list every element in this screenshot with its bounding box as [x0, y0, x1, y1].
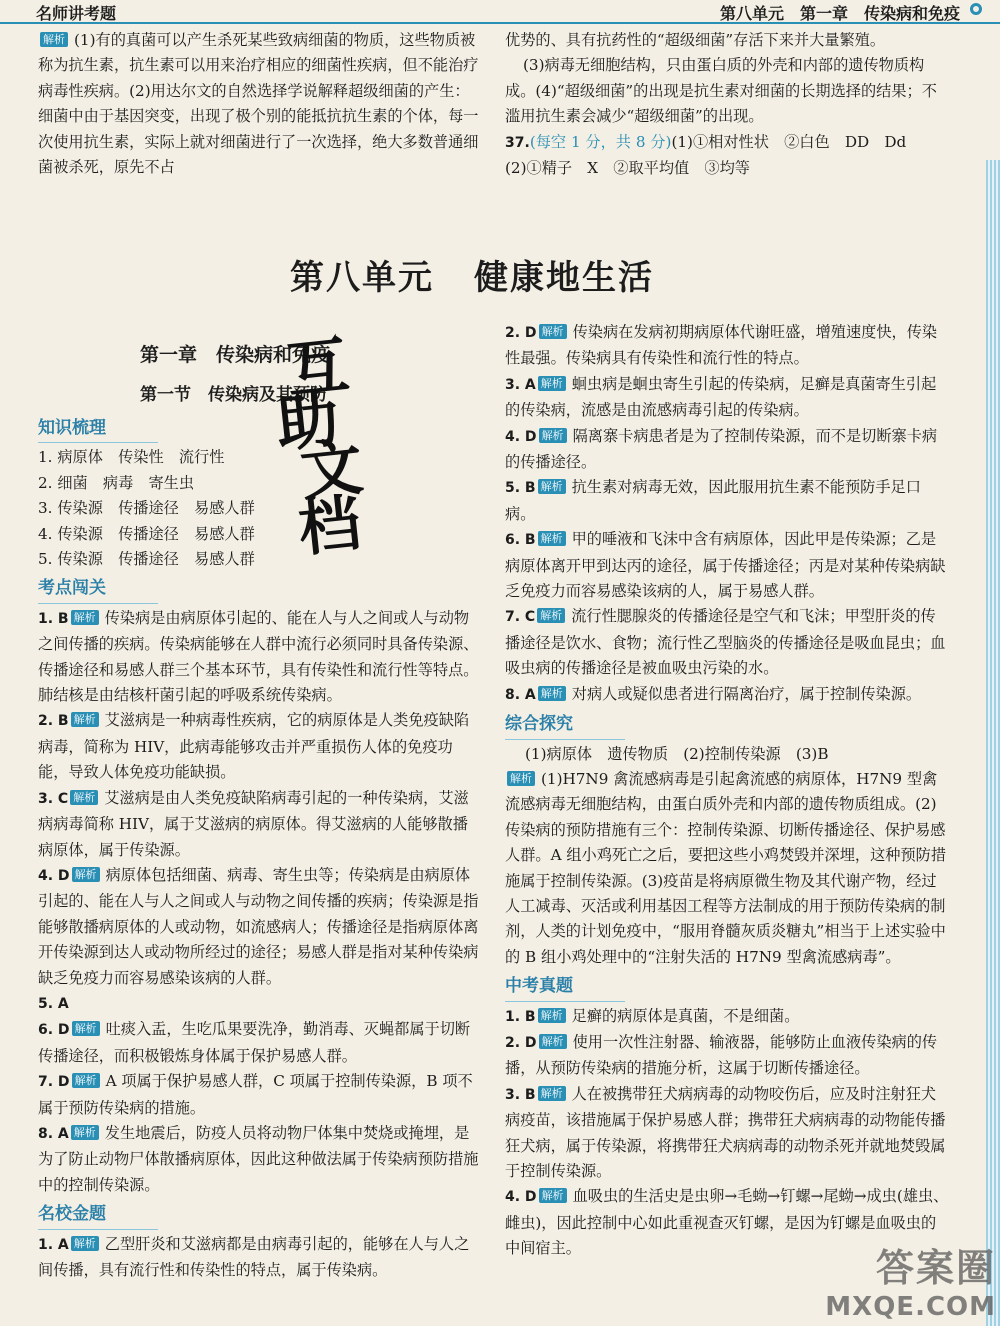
list-item: 1. 病原体 传染性 流行性	[38, 448, 225, 467]
top-right-block	[505, 28, 950, 181]
analysis-tag: 解析	[72, 1021, 100, 1036]
analysis-tag: 解析	[71, 610, 99, 625]
left-column	[38, 412, 480, 1283]
q37-answer: (1)①相对性状 ②白色 DD Dd (2)①精子 X ②取平均值 ③均等	[505, 132, 922, 178]
answer-number: 3. A	[505, 376, 536, 393]
analysis-text: 隔离寨卡病患者是为了控制传染源，而不是切断寨卡病的传播途径。	[505, 426, 938, 472]
header-right: 第八单元 第一章 传染病和免疫	[719, 4, 960, 23]
analysis-text: 病原体包括细菌、病毒、寄生虫等；传染病是由病原体引起的、能在人与人之间或人与动物之间传播的疾病；传染源是指能够散播病原体的人或动物，如流感病人；传播途径是指病原体离开传染源到达人或动物所经过的途径；易感人群是指对某种传染病缺乏免疫力而容易感染该病的人群。	[38, 865, 479, 987]
answer-number: 1. A	[38, 1236, 69, 1253]
answer-number: 7. C	[505, 609, 536, 626]
analysis-text: 乙型肝炎和艾滋病都是由病毒引起的，能够在人与人之间传播，具有流行性和传染性的特点，属于传染病。	[38, 1234, 470, 1279]
analysis-text: 传染病在发病初期病原体代谢旺盛，增殖速度快，传染性最强。传染病具有传染性和流行性的特点。	[505, 323, 938, 368]
answer-item	[38, 1232, 480, 1284]
answer-number: 5. B	[505, 480, 536, 497]
list-item: 2. 细菌 病毒 寄生虫	[38, 473, 195, 492]
analysis-text: 血吸虫的生活史是虫卵→毛蚴→钉螺→尾蚴→成虫(雄虫、雌虫)，因此控制中心如此重视查灭钉螺，是因为钉螺是血吸虫的中间宿主。	[505, 1187, 949, 1258]
list-item: 5. 传染源 传播途径 易感人群	[38, 550, 255, 569]
answer-item	[38, 786, 480, 863]
watermark-line-1: 答案圈	[875, 1246, 996, 1290]
handwriting-char-2: 助	[272, 381, 343, 462]
answer-number: 1. B	[38, 610, 69, 627]
analysis-tag: 解析	[507, 771, 535, 786]
answer-number: 6. B	[505, 532, 536, 549]
answer-item	[505, 372, 950, 424]
answer-item	[505, 604, 950, 681]
analysis-tag: 解析	[538, 1086, 566, 1101]
answer-number: 4. D	[505, 428, 537, 445]
analysis-tag: 解析	[538, 686, 566, 701]
answer-number: 7. D	[38, 1074, 70, 1091]
answer-number: 8. A	[38, 1125, 69, 1142]
answer-number: 5. A	[38, 995, 69, 1012]
list-item: 4. 传染源 传播途径 易感人群	[38, 524, 255, 543]
continued-text-2: (3)病毒无细胞结构，只由蛋白质的外壳和内部的遗传物质构成。(4)“超级细菌”的出现是抗生素对细菌的长期选择的结果；不滥用抗生素会减少“超级细菌”的出现。	[505, 56, 937, 126]
q37-score: (每空 1 分，共 8 分)	[529, 132, 672, 151]
analysis-tag: 解析	[537, 608, 565, 623]
analysis-text: A 项属于保护易感人群，C 项属于控制传染源，B 项不属于预防传染病的措施。	[38, 1072, 473, 1117]
integrated-answer: (1)病原体 遗传物质 (2)控制传染源 (3)B	[525, 744, 829, 763]
analysis-tag: 解析	[539, 428, 567, 443]
analysis-tag: 解析	[538, 1008, 566, 1023]
analysis-tag: 解析	[71, 712, 99, 727]
question-37	[505, 130, 950, 182]
section-knowledge: 知识梳理	[38, 416, 158, 443]
answer-item	[38, 606, 480, 709]
analysis-tag: 解析	[539, 1188, 567, 1203]
analysis-tag: 解析	[538, 531, 566, 546]
analysis-tag: 解析	[72, 1073, 100, 1088]
answer-item	[38, 708, 480, 785]
page-header	[0, 0, 1000, 24]
answer-number: 3. C	[38, 790, 69, 807]
analysis-text: 艾滋病是由人类免疫缺陷病毒引起的一种传染病，艾滋病病毒简称 HIV，属于艾滋病的病原体。得艾滋病的人能够散播病原体，属于传染源。	[38, 788, 469, 859]
analysis-tag: 解析	[71, 1125, 99, 1140]
analysis-text: 对病人或疑似患者进行隔离治疗，属于控制传染源。	[571, 684, 922, 703]
continued-text: 优势的、具有抗药性的“超级细菌”存活下来并大量繁殖。	[505, 31, 886, 49]
page-edge-decoration	[986, 160, 1000, 1326]
answer-item	[505, 1082, 950, 1185]
section-integrated: 综合探究	[505, 712, 625, 739]
analysis-text: 流行性腮腺炎的传播途径是空气和飞沫；甲型肝炎的传播途径是饮水、食物；流行性乙型脑炎的传播途径是吸血昆虫；血吸虫病的传播途径是被血吸虫污染的水。	[505, 607, 946, 678]
answer-number: 2. D	[505, 325, 537, 341]
answer-number: 3. B	[505, 1086, 536, 1103]
knowledge-list	[38, 445, 480, 572]
section-exam: 中考真题	[505, 974, 625, 1001]
answer-number: 2. B	[38, 713, 69, 730]
chapter-title: 第一章 传染病和免疫	[140, 344, 331, 366]
unit-title	[290, 250, 654, 299]
answer-number: 4. D	[505, 1189, 537, 1206]
answer-item	[505, 682, 950, 708]
integrated-analysis	[505, 767, 950, 970]
answer-item	[38, 1069, 480, 1121]
analysis-tag: 解析	[539, 1034, 567, 1049]
answer-item	[505, 475, 950, 527]
list-item: 3. 传染源 传播途径 易感人群	[38, 499, 255, 518]
unit-title-a: 第八单元	[290, 258, 434, 298]
handwriting-char-1: 互	[282, 327, 353, 408]
answer-number: 1. B	[505, 1008, 536, 1025]
handwriting-char-3: 文	[296, 429, 367, 510]
answer-item	[505, 1030, 950, 1082]
analysis-text: 足癣的病原体是真菌，不是细菌。	[571, 1006, 800, 1025]
analysis-text: 人在被携带狂犬病病毒的动物咬伤后，应及时注射狂犬病疫苗，该措施属于保护易感人群；携带狂犬病病毒的动物能传播狂犬病，属于传染源，将携带狂犬病病毒的动物杀死并就地焚毁属于控制传染源。	[505, 1084, 946, 1180]
analysis-tag: 解析	[70, 790, 98, 805]
analysis-tag: 解析	[538, 479, 566, 494]
analysis-paragraph	[38, 28, 480, 180]
section-school: 名校金题	[38, 1202, 158, 1229]
top-left-block	[38, 28, 480, 180]
section-test: 考点闯关	[38, 576, 158, 603]
answer-item	[38, 863, 480, 991]
answer-item	[38, 991, 480, 1017]
analysis-text: 甲的唾液和飞沫中含有病原体，因此甲是传染源；乙是病原体离开甲到达丙的途径，属于传播途径；丙是对某种传染病缺乏免疫力而容易感染该病的人，属于易感人群。	[505, 530, 946, 601]
analysis-text: 艾滋病是一种病毒性疾病，它的病原体是人类免疫缺陷病毒，简称为 HIV，此病毒能够攻击并严重损伤人体的免疫功能，导致人体免疫功能缺损。	[38, 711, 470, 782]
watermark	[825, 1237, 996, 1322]
section-title: 第一节 传染病及其预防	[140, 385, 327, 405]
analysis-text: 抗生素对病毒无效，因此服用抗生素不能预防手足口病。	[505, 478, 921, 523]
answer-item	[505, 527, 950, 604]
answer-number: 4. D	[38, 867, 70, 884]
answer-item	[505, 424, 950, 476]
analysis-text: 吐痰入盂，生吃瓜果要洗净，勤消毒、灭蝇都属于切断传播途径，而积极锻炼身体属于保护易感人群。	[38, 1020, 471, 1065]
analysis-tag: 解析	[40, 32, 68, 47]
answer-item	[38, 1121, 480, 1198]
answer-item	[505, 320, 950, 372]
analysis-text: 使用一次性注射器、输液器，能够防止血液传染病的传播，从预防传染病的措施分析，这属于切断传播途径。	[505, 1032, 938, 1078]
ring-icon	[970, 3, 982, 15]
analysis-text: 传染病是由病原体引起的、能在人与人之间或人与动物之间传播的疾病。传染病能够在人群中流行必须同时具备传染源、传播途径和易感人群三个基本环节，具有传染性和流行性等特点。肺结核是由结核杆菌引起的呼吸系统传染病。	[38, 608, 479, 705]
unit-title-b: 健康地生活	[474, 258, 654, 298]
analysis-tag: 解析	[538, 376, 566, 391]
watermark-line-2: MXQE.COM	[825, 1292, 996, 1322]
analysis-text: (1)有的真菌可以产生杀死某些致病细菌的物质，这些物质被称为抗生素，抗生素可以用来治疗相应的细菌性疾病，但不能治疗病毒性疾病。(2)用达尔文的自然选择学说解释超级细菌的产生：细菌中由于基因突变，出现了极个别的能抵抗抗生素的个体，每一次使用抗生素，实际上就对细菌进行了一次选择，绝大多数普通细菌被杀死，原先不占	[38, 31, 479, 177]
header-left: 名师讲考题	[36, 4, 117, 23]
answer-item	[505, 1004, 950, 1030]
analysis-text: 发生地震后，防疫人员将动物尸体集中焚烧或掩埋，是为了防止动物尸体散播病原体，因此这种做法属于传染病预防措施中的控制传染源。	[38, 1123, 479, 1194]
q37-number: 37.	[505, 134, 530, 151]
answer-number: 6. D	[38, 1022, 70, 1039]
answer-number: 2. D	[505, 1034, 537, 1051]
analysis-tag: 解析	[71, 1236, 99, 1251]
right-column	[505, 320, 950, 1262]
answer-number: 8. A	[505, 686, 536, 703]
analysis-tag: 解析	[72, 867, 100, 882]
analysis-tag: 解析	[539, 324, 567, 339]
handwriting-char-4: 档	[294, 485, 365, 566]
analysis-text: 蛔虫病是蛔虫寄生引起的传染病，足癣是真菌寄生引起的传染病，流感是由流感病毒引起的传染病。	[505, 374, 937, 420]
answer-item	[38, 1017, 480, 1069]
analysis-text: (1)H7N9 禽流感病毒是引起禽流感的病原体，H7N9 型禽流感病毒无细胞结构，由蛋白质外壳和内部的遗传物质组成。(2)传染病的预防措施有三个：控制传染源、切断传播途径、保护易感人群。A 组小鸡死亡之后，要把这些小鸡焚毁并深埋，这种预防措施属于控制传染源。(3)疫苗是将病原微生物及其代谢产物，经过人工减毒、灭活或利用基因工程等方法制成的用于预防传染病的制剂，人类的计划免疫中，“服用脊髓灰质炎糖丸”相当于上述实验中的 B 组小鸡处理中的“注射失活的 H7N9 型禽流感病毒”。	[505, 769, 947, 966]
